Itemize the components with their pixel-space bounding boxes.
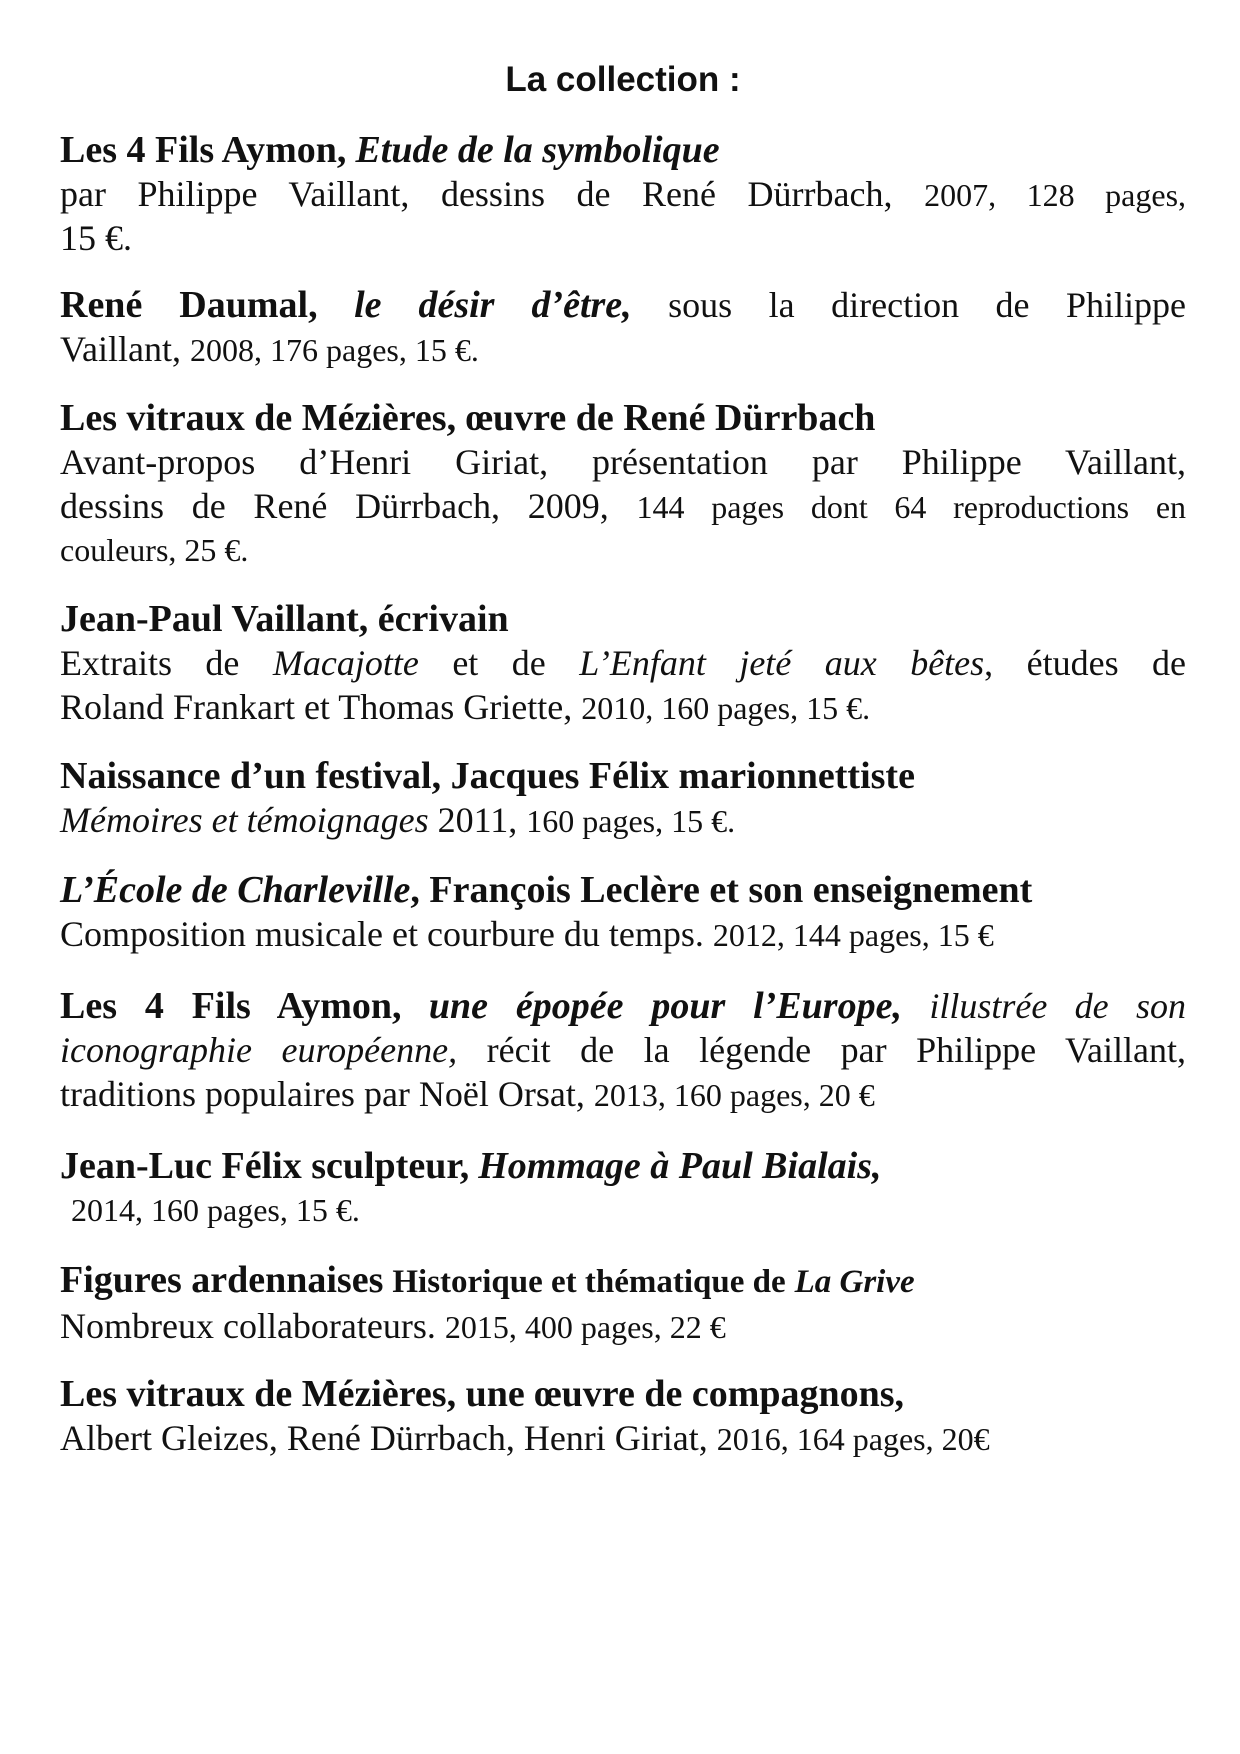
book-title: Jean-Luc Félix sculpteur, (60, 1145, 470, 1187)
book-subtitle: Mémoires et témoignages (60, 800, 429, 840)
book-subtitle: Historique et thématique de (392, 1264, 786, 1300)
book-details-line (60, 685, 1186, 730)
book-title: Les vitraux de Mézières, une œuvre de compagnons, (60, 1373, 905, 1415)
book-price: 15 €. (60, 218, 132, 258)
book-credits-cont: Vaillant, (60, 329, 181, 369)
book-title: , François Leclère et son enseignement (410, 869, 1033, 911)
book-year-pages: 2008, 176 pages, 15 €. (189, 332, 479, 368)
book-title-italic: L’École de Charleville (60, 869, 411, 911)
book-title: René Daumal, (60, 284, 318, 326)
book-details-line (60, 172, 1186, 216)
book-subtitle: Composition musicale et courbure du temps. (60, 914, 704, 954)
book-year-pages: 2007, 128 pages, (924, 177, 1186, 213)
book-entry (60, 396, 1186, 572)
book-year: 2011, (437, 800, 518, 840)
book-subtitle: une épopée pour l’Europe, (428, 985, 902, 1027)
book-credits-cont: dessins de René Dürrbach, 2009, (60, 486, 609, 526)
book-subtitle: Hommage à Paul Bialais, (478, 1145, 882, 1187)
book-title-line (60, 1144, 1186, 1188)
book-year-pages: 2016, 164 pages, 20€ (716, 1421, 990, 1457)
book-details-line (60, 798, 1186, 843)
book-year-pages: 2013, 160 pages, 20 € (593, 1077, 875, 1113)
book-title-line (60, 283, 1186, 327)
book-entry (60, 1258, 1186, 1349)
book-entry (60, 283, 1186, 372)
book-title-line (60, 396, 1186, 440)
book-year-pages: 2012, 144 pages, 15 € (712, 917, 994, 953)
book-details-line (60, 484, 1186, 528)
book-title: Jean-Paul Vaillant, écrivain (60, 598, 509, 640)
book-title: Les 4 Fils Aymon, (60, 129, 347, 171)
book-details-line (60, 641, 1186, 685)
book-text: Extraits de (60, 643, 240, 683)
book-subtitle-cont: illustrée de son (929, 986, 1186, 1026)
book-entry (60, 128, 1186, 260)
book-subtitle: le désir d’être, (354, 284, 632, 326)
book-year-pages: 2015, 400 pages, 22 € (444, 1309, 726, 1345)
book-credits: Albert Gleizes, René Dürrbach, Henri Giriat, (60, 1418, 708, 1458)
book-credits-cont: traditions populaires par Noël Orsat, (60, 1074, 585, 1114)
book-details-line (60, 1416, 1186, 1461)
book-text: et de (452, 643, 546, 683)
book-pages-price: 160 pages, 15 €. (526, 803, 736, 839)
book-credits: récit de la légende par Philippe Vaillant, (486, 1030, 1186, 1070)
book-entry (60, 1144, 1186, 1232)
book-entry (60, 597, 1186, 730)
book-year-pages: 144 pages dont 64 reproductions en (636, 489, 1186, 525)
page-heading: La collection : (505, 60, 741, 99)
book-title: Naissance d’un festival, Jacques Félix marionnettiste (60, 755, 915, 797)
book-title-line (60, 128, 1186, 172)
book-title-line (60, 868, 1186, 912)
book-subtitle-cont: iconographie européenne, (60, 1030, 458, 1070)
book-details-line (60, 440, 1186, 484)
book-entry (60, 984, 1186, 1117)
book-entry (60, 868, 1186, 957)
book-credits: sous la direction de Philippe (668, 285, 1186, 325)
book-entry (60, 754, 1186, 843)
book-year-pages: 2010, 160 pages, 15 €. (581, 690, 871, 726)
book-title-line (60, 1372, 1186, 1416)
book-title-line (60, 984, 1186, 1028)
book-details-line (60, 1028, 1186, 1072)
book-journal-title: La Grive (794, 1264, 915, 1300)
book-title-line (60, 597, 1186, 641)
book-credits: Roland Frankart et Thomas Griette, (60, 687, 573, 727)
book-details-line (60, 327, 1186, 372)
book-credits: Nombreux collaborateurs. (60, 1306, 436, 1346)
book-details-line (60, 912, 1186, 957)
book-details-line (60, 1304, 1186, 1349)
book-credits: Avant-propos d’Henri Giriat, présentation par Philippe Vaillant, (60, 442, 1186, 482)
document-page (60, 0, 1186, 1754)
book-subtitle: Etude de la symbolique (355, 129, 720, 171)
book-title-line (60, 1258, 1186, 1304)
book-title: Les 4 Fils Aymon, (60, 985, 402, 1027)
book-year-pages: 2014, 160 pages, 15 €. (71, 1192, 360, 1228)
book-price: couleurs, 25 €. (60, 532, 249, 568)
book-title: Les vitraux de Mézières, œuvre de René Dürrbach (60, 397, 876, 439)
book-work-title: L’Enfant jeté aux bêtes (579, 643, 985, 683)
book-details-line (60, 1072, 1186, 1117)
book-work-title: Macajotte (272, 643, 419, 683)
book-title-line (60, 754, 1186, 798)
book-entry (60, 1372, 1186, 1461)
book-text: , études de (984, 643, 1186, 683)
book-credits: par Philippe Vaillant, dessins de René Dürrbach, (60, 174, 893, 214)
book-title: Figures ardennaises (60, 1259, 384, 1301)
